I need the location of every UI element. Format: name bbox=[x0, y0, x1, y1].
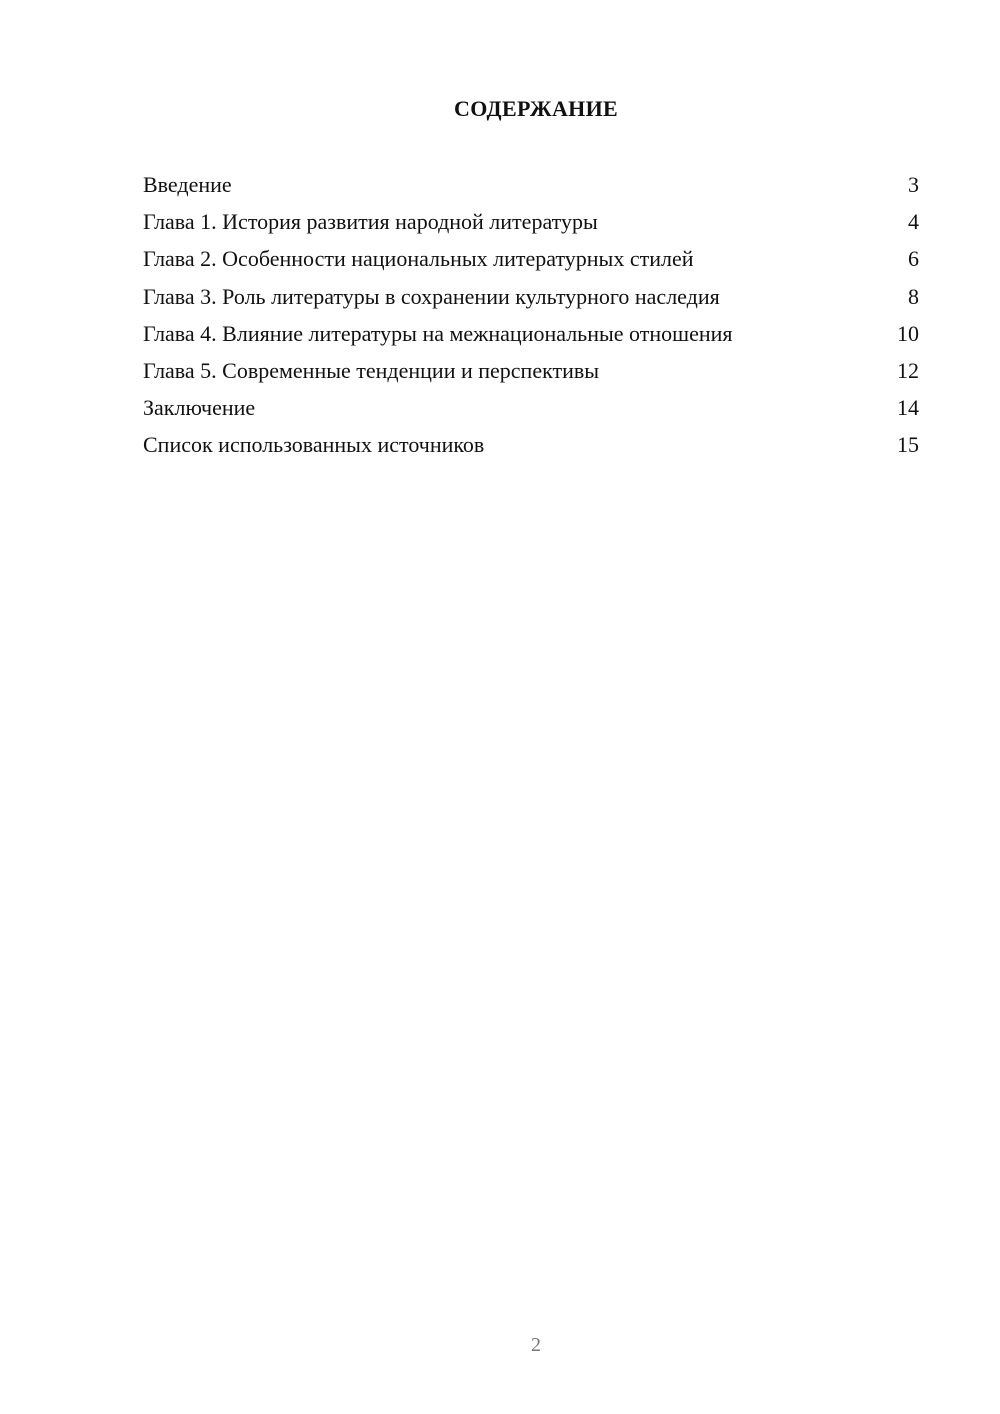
toc-entry-page: 3 bbox=[908, 172, 919, 197]
toc-entry-title: Глава 5. Современные тенденции и перспективы bbox=[143, 357, 600, 383]
toc-entry-page: 12 bbox=[897, 357, 919, 383]
toc-entry-introduction[interactable] bbox=[143, 170, 919, 207]
toc-entry-conclusion[interactable] bbox=[143, 393, 919, 430]
toc-entry-title: Заключение bbox=[143, 395, 256, 421]
toc-entry-page: 8 bbox=[908, 283, 919, 309]
toc-entry-title: Глава 2. Особенности национальных литературных стилей bbox=[143, 246, 694, 272]
toc-entry-title: Глава 4. Влияние литературы на межнациональные отношения bbox=[143, 320, 733, 346]
toc-entry-chapter-2[interactable] bbox=[143, 244, 919, 281]
toc-entry-title: Введение bbox=[143, 172, 232, 197]
toc-entry-title: Глава 1. История развития народной литературы bbox=[143, 209, 598, 235]
toc-entry-page: 10 bbox=[897, 320, 919, 346]
toc-entry-title: Список использованных источников bbox=[143, 432, 485, 458]
toc-entry-chapter-3[interactable] bbox=[143, 282, 919, 319]
toc-entry-page: 6 bbox=[908, 246, 919, 272]
page-title: СОДЕРЖАНИЕ bbox=[454, 96, 618, 121]
toc-entry-chapter-5[interactable] bbox=[143, 356, 919, 393]
toc-entry-page: 15 bbox=[897, 432, 919, 458]
toc-entry-title: Глава 3. Роль литературы в сохранении культурного наследия bbox=[143, 283, 720, 309]
toc-entry-references[interactable] bbox=[143, 430, 919, 467]
toc-entry-page: 14 bbox=[897, 395, 919, 421]
toc-entry-page: 4 bbox=[908, 209, 919, 235]
table-of-contents bbox=[143, 170, 919, 468]
toc-entry-chapter-1[interactable] bbox=[143, 207, 919, 244]
toc-entry-chapter-4[interactable] bbox=[143, 319, 919, 356]
page-number: 2 bbox=[531, 1334, 541, 1356]
